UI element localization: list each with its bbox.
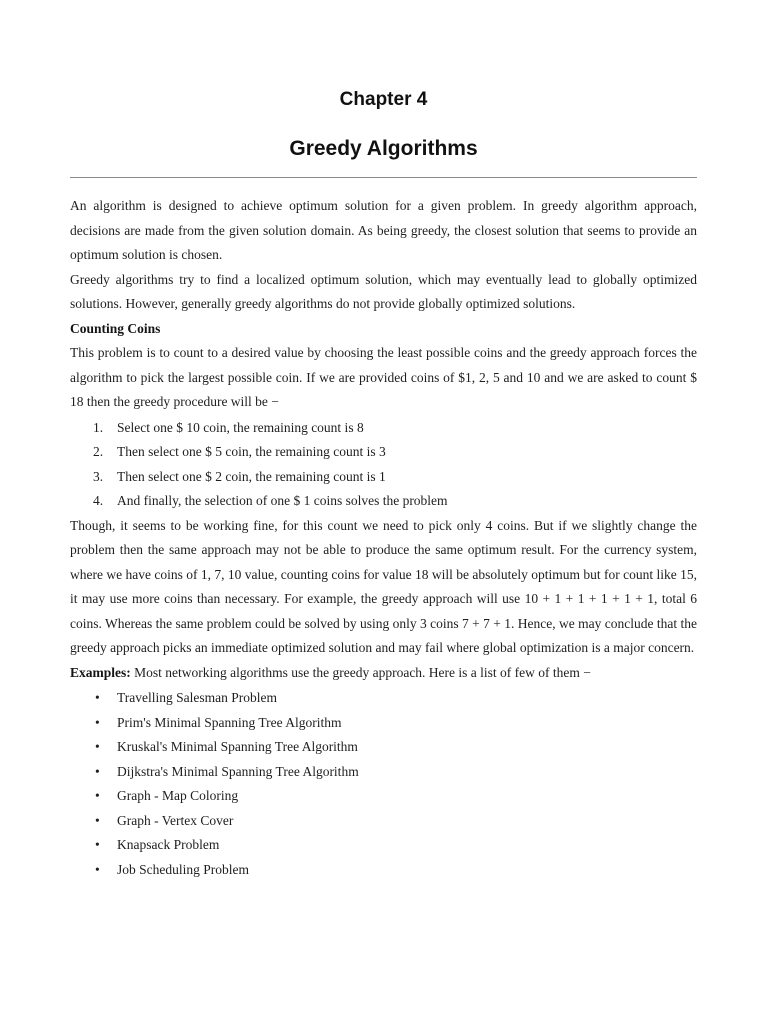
list-item-text: Then select one $ 5 coin, the remaining count is 3	[117, 444, 386, 459]
list-item-text: Graph - Map Coloring	[117, 788, 239, 803]
list-number: 4.	[93, 493, 104, 508]
list-item	[93, 416, 697, 441]
list-item	[95, 809, 697, 834]
bullet-icon: •	[95, 788, 100, 803]
examples-list	[95, 686, 697, 882]
examples-lead	[70, 661, 697, 686]
list-item	[93, 489, 697, 514]
list-item-text: Dijkstra's Minimal Spanning Tree Algorithm	[117, 763, 359, 779]
counting-coins-intro: This problem is to count to a desired value by choosing the least possible coins and the greedy approach forces the algorithm to pick the largest possible coin. If we are provided coins of $1, 2, 5 and 10 and we are asked to count $ 18 then the greedy procedure will be −	[70, 345, 697, 409]
bullet-icon: •	[95, 837, 100, 852]
examples-label: Examples:	[70, 664, 131, 680]
list-item-text: Select one $ 10 coin, the remaining count is 8	[117, 419, 364, 435]
bullet-icon: •	[95, 861, 100, 877]
bullet-icon: •	[95, 739, 100, 754]
list-item	[93, 440, 697, 465]
list-item	[95, 858, 697, 883]
intro-paragraph-1: An algorithm is designed to achieve optimum solution for a given problem. In greedy algorithm approach, decisions are made from the given solution domain. As being greedy, the closest solution that seems to provide an optimum solution is chosen.	[70, 198, 697, 262]
list-item	[95, 686, 697, 711]
bullet-icon: •	[95, 714, 100, 730]
list-item-text: Kruskal's Minimal Spanning Tree Algorithm	[117, 739, 358, 754]
examples-intro: Most networking algorithms use the greedy approach. Here is a list of few of them −	[130, 664, 591, 680]
title-divider	[70, 177, 697, 178]
list-item	[95, 760, 697, 785]
bullet-icon: •	[95, 763, 100, 779]
section-heading-counting-coins: Counting Coins	[70, 320, 161, 336]
chapter-label: Chapter 4	[339, 89, 428, 110]
list-item	[95, 735, 697, 760]
list-item	[93, 465, 697, 490]
bullet-icon: •	[95, 690, 100, 705]
counting-coins-steps	[93, 416, 697, 514]
list-item-text: And finally, the selection of one $ 1 coins solves the problem	[117, 493, 448, 508]
list-item-text: Travelling Salesman Problem	[117, 690, 277, 705]
list-number: 2.	[93, 444, 104, 459]
list-number: 1.	[93, 419, 104, 435]
list-item-text: Graph - Vertex Cover	[117, 812, 234, 828]
bullet-icon: •	[95, 812, 100, 828]
list-item-text: Then select one $ 2 coin, the remaining count is 1	[117, 468, 386, 484]
list-item-text: Job Scheduling Problem	[117, 861, 249, 877]
list-number: 3.	[93, 468, 104, 484]
page-title: Greedy Algorithms	[289, 137, 478, 160]
intro-paragraph-2: Greedy algorithms try to find a localized optimum solution, which may eventually lead to globally optimized solutions. However, generally greedy algorithms do not provide globally optimized solutions.	[70, 271, 697, 311]
list-item	[95, 833, 697, 858]
list-item	[95, 711, 697, 736]
list-item-text: Prim's Minimal Spanning Tree Algorithm	[117, 714, 342, 730]
counting-coins-discussion: Though, it seems to be working fine, for this count we need to pick only 4 coins. But if we slightly change the problem then the same approach may not be able to produce the same optimum result. For the currency system, where we have coins of 1, 7, 10 value, counting coins for value 18 will be absolutely optimum but for count like 15, it may use more coins than necessary. For example, the greedy approach will use 10 + 1 + 1 + 1 + 1 + 1, total 6 coins. Whereas the same problem could be solved by using only 3 coins 7 + 7 + 1. Hence, we may conclude that the greedy approach picks an immediate optimized solution and may fail where global optimization is a major concern.	[70, 517, 697, 655]
list-item-text: Knapsack Problem	[117, 837, 220, 852]
list-item	[95, 784, 697, 809]
